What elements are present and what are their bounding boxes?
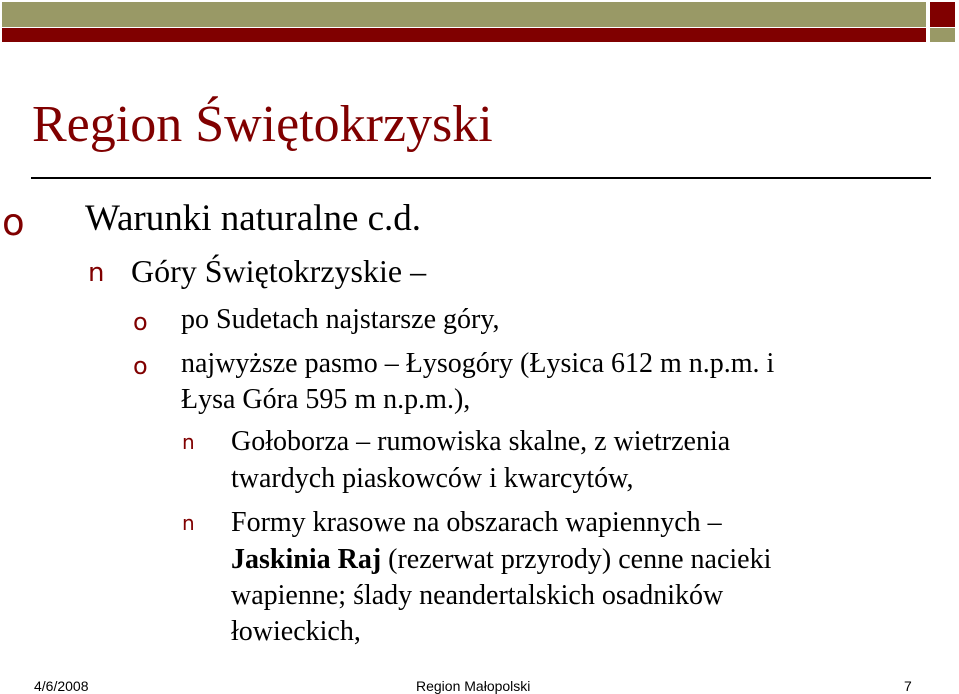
footer-title: Region Małopolski [416, 678, 531, 694]
footer-date: 4/6/2008 [34, 678, 89, 694]
footer-page-number: 7 [904, 678, 912, 694]
slide-title: Region Świętokrzyski [32, 96, 493, 153]
header-red-bar [2, 28, 926, 42]
level1-text: Warunki naturalne c.d. [85, 198, 422, 239]
cave-name-bold: Jaskinia Raj [231, 544, 382, 575]
header-olive-bar [2, 2, 926, 27]
level4-item-2-line2 [231, 546, 771, 574]
bullet-square-icon: n [88, 258, 105, 288]
level3-item-2-line1: najwyższe pasmo – Łysogóry (Łysica 612 m n.p.m. i [181, 348, 775, 379]
header-corner-square-olive [930, 28, 955, 42]
level4-item-2-line3: wapienne; ślady neandertalskich osadników [231, 580, 724, 611]
level2-text: Góry Świętokrzyskie – [131, 253, 427, 289]
bullet-square-icon: n [182, 430, 195, 454]
level4-item-2-line4: łowieckich, [231, 616, 361, 647]
bullet-circle-icon: o [133, 308, 148, 336]
header-decoration [0, 0, 959, 44]
level3-item-1: po Sudetach najstarsze góry, [181, 304, 500, 335]
bullet-circle-icon: o [2, 201, 25, 244]
title-underline [31, 177, 931, 179]
header-corner-square-red [930, 2, 955, 27]
level4-item-2-line1: Formy krasowe na obszarach wapiennych – [231, 507, 722, 538]
cave-description: (rezerwat przyrody) cenne nacieki [381, 544, 772, 575]
bullet-square-icon: n [182, 511, 195, 535]
level4-item-1-line1: Gołoborza – rumowiska skalne, z wietrzenia [231, 426, 731, 457]
level3-item-2-line2: Łysa Góra 595 m n.p.m.), [181, 384, 471, 415]
bullet-circle-icon: o [133, 352, 148, 380]
level4-item-1-line2: twardych piaskowców i kwarcytów, [231, 463, 634, 494]
